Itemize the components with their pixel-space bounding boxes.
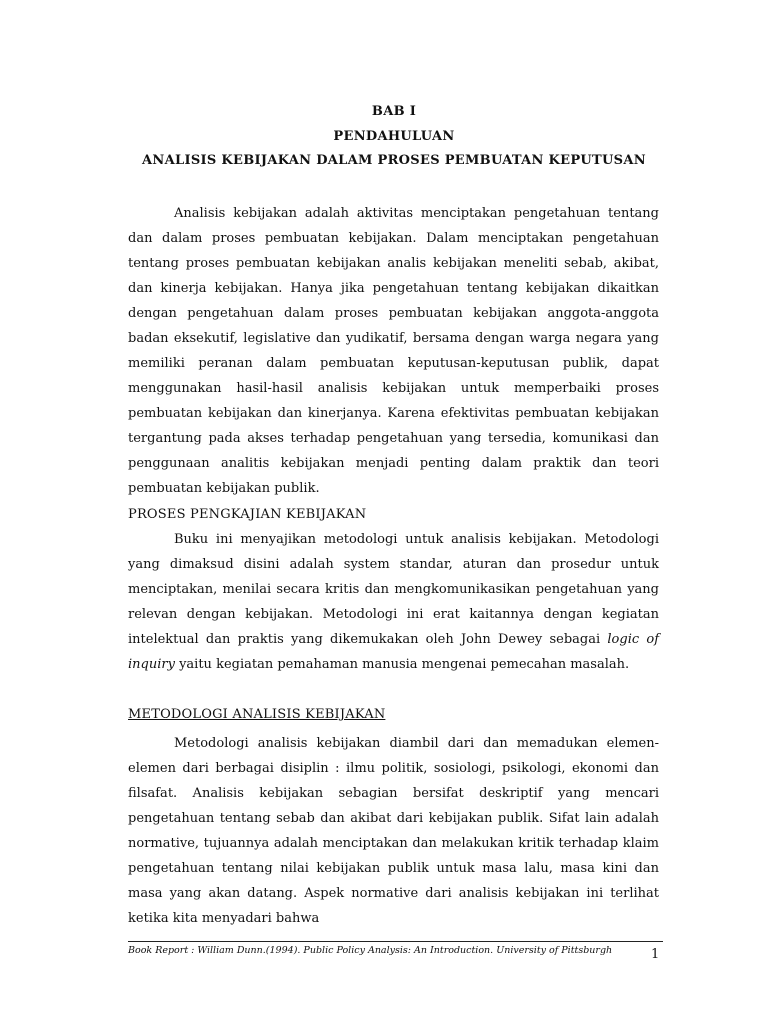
- intro-paragraph-text: Analisis kebijakan adalah aktivitas menciptakan pengetahuan tentang dan dalam proses pembuatan kebijakan. Dalam menciptakan pengetahuan tentang proses pembuatan kebijakan analis kebijakan meneliti sebab, akibat, dan kinerja kebijakan. Hanya jika pengetahuan tentang kebijakan dikaitkan dengan pengetahuan dalam proses pembuatan kebijakan anggota-anggota badan eksekutif, legislative dan yudikatif, bersama dengan warga negara yang memiliki peranan dalam pembuatan keputusan-keputusan publik, dapat menggunakan hasil-hasil analisis kebijakan untuk memperbaiki proses pembuatan kebijakan dan kinerjanya. Karena efektivitas pembuatan kebijakan tergantung pada akses terhadap pengetahuan yang tersedia, komunikasi dan penggunaan analitis kebijakan menjadi penting dalam praktik dan teori pembuatan kebijakan publik.: [128, 206, 659, 496]
- section-proses-text-before: Buku ini menyajikan metodologi untuk analisis kebijakan. Metodologi yang dimaksud disini adalah system standar, aturan dan prosedur untuk menciptakan, menilai secara kritis dan mengkomunikasikan pengetahuan yang relevan dengan kebijakan. Metodologi ini erat kaitannya dengan kegiatan intelektual dan praktis yang dikemukakan oleh John Dewey sebagai: [128, 532, 659, 647]
- chapter-subtitle: ANALISIS KEBIJAKAN DALAM PROSES PEMBUATAN KEPUTUSAN: [142, 153, 646, 168]
- intro-paragraph: [128, 201, 659, 501]
- section-metodologi-paragraph: [128, 731, 659, 931]
- section-proses-text-after: yaitu kegiatan pemahaman manusia mengenai pemecahan masalah.: [174, 657, 630, 672]
- chapter-title: PENDAHULUAN: [333, 129, 455, 144]
- section-metodologi-text: Metodologi analisis kebijakan diambil dari dan memadukan elemen-elemen dari berbagai disiplin : ilmu politik, sosiologi, psikologi, ekonomi dan filsafat. Analisis kebijakan sebagian bersifat deskriptif yang mencari pengetahuan tentang sebab dan akibat dari kebijakan publik. Sifat lain adalah normative, tujuannya adalah menciptakan dan melakukan kritik terhadap klaim pengetahuan tentang nilai kebijakan publik untuk masa lalu, masa kini dan masa yang akan datang. Aspek normative dari analisis kebijakan ini terlihat ketika kita menyadari bahwa: [128, 736, 659, 926]
- section-proses-italic-term: logic of inquiry: [128, 632, 660, 672]
- section-title-metodologi: METODOLOGI ANALISIS KEBIJAKAN: [128, 707, 386, 722]
- section-proses-paragraph: [128, 527, 659, 677]
- footer-divider: [128, 941, 663, 942]
- section-title-proses: PROSES PENGKAJIAN KEBIJAKAN: [128, 507, 367, 522]
- chapter-label: BAB I: [371, 104, 417, 119]
- footer-citation: Book Report : William Dunn.(1994). Public Policy Analysis: An Introduction. University of Pittsburgh: [128, 945, 613, 956]
- page-number: 1: [651, 947, 660, 962]
